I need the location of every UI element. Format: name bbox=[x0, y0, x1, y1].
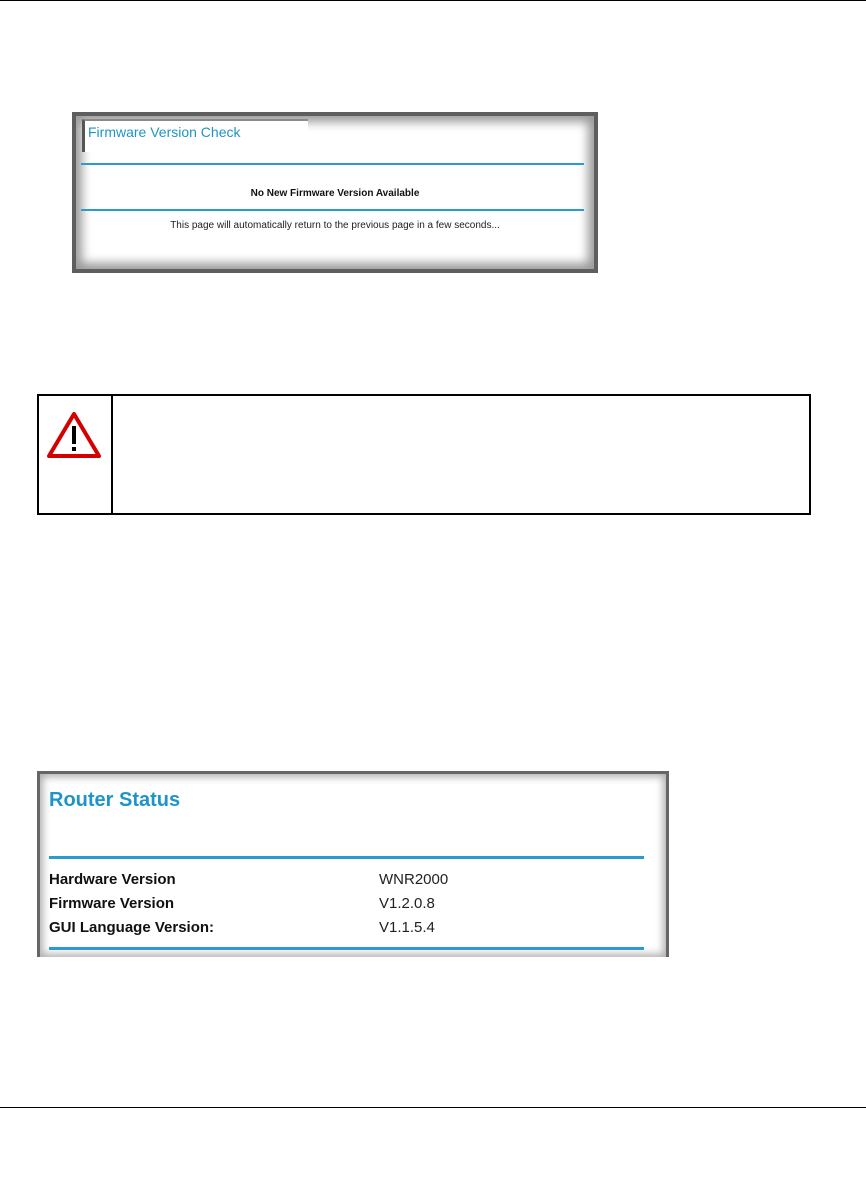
gui-language-version-value: V1.1.5.4 bbox=[379, 919, 435, 936]
router-status-row bbox=[49, 871, 644, 895]
firmware-check-status: No New Firmware Version Available bbox=[250, 188, 420, 199]
router-status-row bbox=[49, 919, 644, 943]
router-status-screenshot bbox=[37, 771, 669, 957]
router-status-title: Router Status bbox=[49, 789, 181, 811]
page-header-rule bbox=[0, 0, 866, 1]
router-status-divider-bottom bbox=[49, 947, 644, 950]
warning-divider bbox=[111, 396, 113, 513]
firmware-check-screenshot bbox=[72, 112, 598, 273]
hardware-version-value: WNR2000 bbox=[379, 871, 449, 888]
warning-triangle-icon bbox=[45, 410, 103, 460]
firmware-check-panel bbox=[76, 116, 594, 269]
hardware-version-label: Hardware Version bbox=[49, 871, 176, 888]
firmware-check-title: Firmware Version Check bbox=[88, 124, 241, 140]
router-status-row bbox=[49, 895, 644, 919]
firmware-check-divider-bottom bbox=[81, 209, 584, 211]
firmware-check-divider-top bbox=[81, 163, 584, 165]
page-footer-rule bbox=[0, 1107, 866, 1108]
firmware-check-note: This page will automatically return to the previous page in a few seconds... bbox=[170, 220, 500, 231]
firmware-version-label: Firmware Version bbox=[49, 895, 175, 912]
gui-language-version-label: GUI Language Version: bbox=[49, 919, 215, 936]
router-status-divider-top bbox=[49, 856, 644, 859]
warning-box bbox=[37, 394, 811, 515]
firmware-version-value: V1.2.0.8 bbox=[379, 895, 435, 912]
